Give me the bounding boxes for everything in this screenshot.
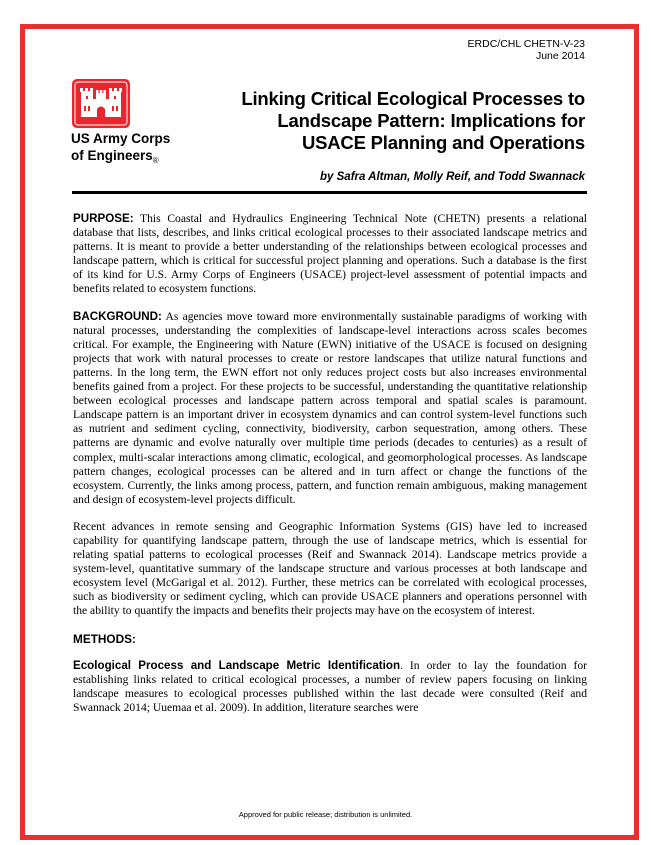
background-label: BACKGROUND: xyxy=(73,309,162,323)
purpose-label: PURPOSE: xyxy=(73,212,134,225)
doc-date: June 2014 xyxy=(535,50,585,62)
background-text: As agencies move toward more environmentally sustainable paradigms of working with natural processes, understanding the complexities of landscape-level interactions across scales becomes critical. For example, the Engineering with Nature (EWN) initiative of the USACE is focused on designing projects that work with natural processes to create or restore landscapes that utilize natural functions and patterns. In the long term, the EWN effort not only reduces project costs but also increases environmental benefits gained from a project. For these projects to be successful, understanding the quantitative relationship between ecological processes and landscape pattern across temporal and spatial scales is paramount. Landscape pattern is an important driver in ecosystem dynamics and can control system-level functions such as nutrient and sediment cycling, connectivity, biodiversity, carbon sequestration, among others. These patterns are dynamic and evolve naturally over multiple time periods (decades to centuries) as a result of complex, multi-scalar interactions among climatic, ecological, and geomorphological processes. As landscape pattern changes, ecological processes can be altered and in turn affect or change the functions of the ecosystem. Currently, the links among process, pattern, and function remain ambiguous, making management and design of ecosystem-level projects difficult. xyxy=(73,309,587,506)
doc-number: ERDC/CHL CHETN-V-23 xyxy=(467,38,585,50)
background-paragraph xyxy=(73,310,587,507)
document-body xyxy=(73,212,587,728)
agency-name xyxy=(71,130,170,169)
agency-line-2: of Engineers xyxy=(71,148,153,163)
methods-paragraph xyxy=(73,659,587,715)
methods-subheading: Ecological Process and Landscape Metric Identification xyxy=(73,658,401,672)
title-line-1: Linking Critical Ecological Processes to xyxy=(241,88,585,109)
title-line-3: USACE Planning and Operations xyxy=(301,132,585,153)
castle-icon xyxy=(72,79,130,128)
header-divider xyxy=(72,191,587,194)
agency-line-1: US Army Corps xyxy=(71,131,171,146)
title-line-2: Landscape Pattern: Implications for xyxy=(277,110,585,131)
authors-byline: by Safra Altman, Molly Reif, and Todd Swannack xyxy=(320,171,585,183)
distribution-statement: Approved for public release; distribution is unlimited. xyxy=(238,810,413,819)
document-identifier xyxy=(468,38,585,62)
methods-heading: METHODS: xyxy=(73,631,136,646)
background-paragraph-2: Recent advances in remote sensing and Geographic Information Systems (GIS) have led to increased capability for quantifying landscape pattern, through the use of landscape metrics, which is essential for relating spatial patterns to ecological processes (Reif and Swannack 2014). Landscape metrics provide a system-level, quantitative summary of the landscape structure and various processes at both landscape and ecosystem level (McGarigal et al. 2012). Further, these metrics can be correlated with ecological processes, such as biodiversity or sediment cycling, which can provide USACE planners and operations personnel with the ability to quantify the impacts and benefits their projects may have on the ecosystem of interest. xyxy=(73,519,587,618)
purpose-paragraph xyxy=(73,212,587,297)
registered-mark: ® xyxy=(152,156,159,165)
methods-text: . In order to lay the foundation for establishing links related to critical ecological processes, a number of review papers focusing on linking landscape measures to ecological processes published within the last decade were consulted (Reif and Swannack 2014; Uuemaa et al. 2009). In addition, literature searches were xyxy=(73,658,587,714)
purpose-text: This Coastal and Hydraulics Engineering Technical Note (CHETN) presents a relational database that lists, describes, and links critical ecological processes to their associated landscape metrics and patterns. It is meant to provide a better understanding of the relationships between ecological processes and landscape pattern, which is critical for successful project planning and operations. Such a database is the first of its kind for U.S. Army Corps of Engineers (USACE) project-level assessment of potential impacts and benefits related to ecosystem functions. xyxy=(73,212,587,296)
document-title xyxy=(165,88,585,154)
